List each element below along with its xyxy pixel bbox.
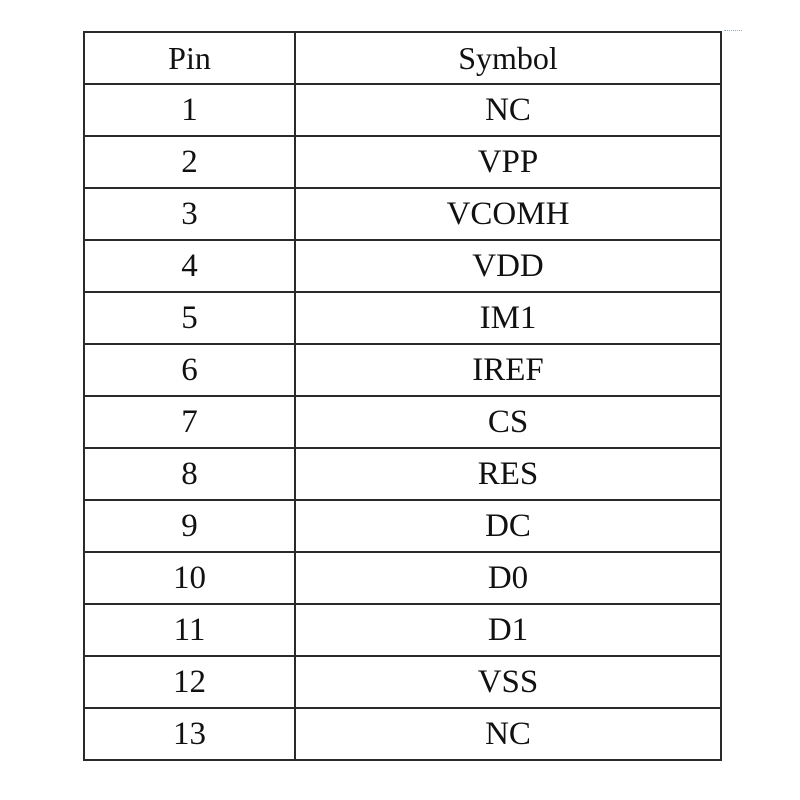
symbol-cell: IREF bbox=[295, 344, 721, 396]
table-row bbox=[84, 708, 721, 760]
symbol-cell: NC bbox=[295, 708, 721, 760]
symbol-cell: IM1 bbox=[295, 292, 721, 344]
corner-dots bbox=[724, 30, 742, 33]
symbol-cell: D0 bbox=[295, 552, 721, 604]
table-row bbox=[84, 240, 721, 292]
pin-cell: 3 bbox=[84, 188, 295, 240]
pin-table bbox=[83, 31, 722, 761]
pin-cell: 10 bbox=[84, 552, 295, 604]
header-symbol: Symbol bbox=[295, 32, 721, 84]
table-row bbox=[84, 188, 721, 240]
pin-cell: 9 bbox=[84, 500, 295, 552]
symbol-cell: RES bbox=[295, 448, 721, 500]
pin-cell: 13 bbox=[84, 708, 295, 760]
pin-cell: 12 bbox=[84, 656, 295, 708]
symbol-cell: DC bbox=[295, 500, 721, 552]
pin-cell: 8 bbox=[84, 448, 295, 500]
symbol-cell: VPP bbox=[295, 136, 721, 188]
pin-cell: 11 bbox=[84, 604, 295, 656]
pin-cell: 7 bbox=[84, 396, 295, 448]
header-pin: Pin bbox=[84, 32, 295, 84]
table-row bbox=[84, 552, 721, 604]
table-row bbox=[84, 448, 721, 500]
table-row bbox=[84, 604, 721, 656]
pin-cell: 4 bbox=[84, 240, 295, 292]
header-row bbox=[84, 32, 721, 84]
table-body bbox=[84, 84, 721, 760]
table-row bbox=[84, 84, 721, 136]
table-row bbox=[84, 656, 721, 708]
table-row bbox=[84, 500, 721, 552]
table-row bbox=[84, 136, 721, 188]
symbol-cell: D1 bbox=[295, 604, 721, 656]
symbol-cell: NC bbox=[295, 84, 721, 136]
table-row bbox=[84, 292, 721, 344]
pin-cell: 6 bbox=[84, 344, 295, 396]
symbol-cell: CS bbox=[295, 396, 721, 448]
pin-cell: 5 bbox=[84, 292, 295, 344]
symbol-cell: VCOMH bbox=[295, 188, 721, 240]
pin-cell: 2 bbox=[84, 136, 295, 188]
symbol-cell: VDD bbox=[295, 240, 721, 292]
pin-cell: 1 bbox=[84, 84, 295, 136]
table-row bbox=[84, 396, 721, 448]
table-header bbox=[84, 32, 721, 84]
symbol-cell: VSS bbox=[295, 656, 721, 708]
table-row bbox=[84, 344, 721, 396]
